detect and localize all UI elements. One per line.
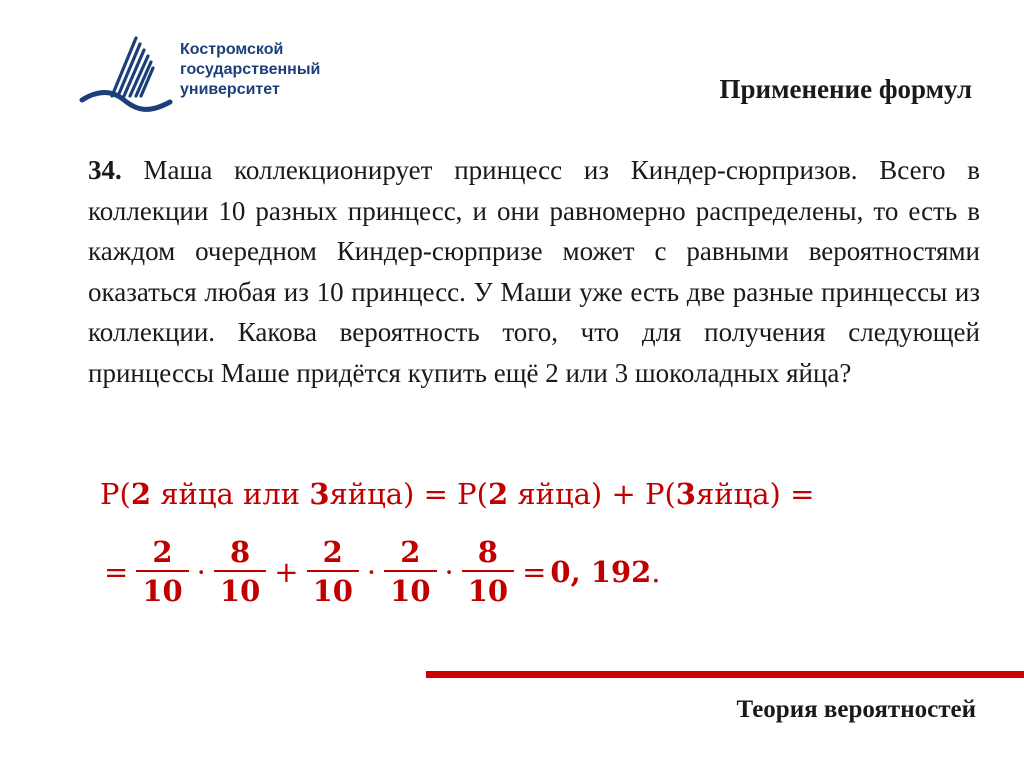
equals-sign: = (104, 555, 129, 589)
university-name-line: университет (180, 81, 280, 98)
numerator: 2 (400, 535, 421, 569)
numerator: 2 (152, 535, 173, 569)
fraction (214, 534, 266, 610)
university-name-line: Костромской (180, 41, 284, 58)
multiply-dot: · (196, 555, 206, 589)
denominator: 10 (136, 570, 188, 610)
denominator: 10 (384, 570, 436, 610)
numerator: 8 (229, 535, 251, 569)
fraction (307, 534, 359, 610)
multiply-dot: · (366, 555, 377, 589)
university-logo (78, 30, 378, 120)
formula-text: яйца) = (695, 477, 815, 511)
denominator: 10 (462, 570, 514, 610)
accent-divider (426, 671, 1024, 678)
denominator: 10 (307, 570, 359, 610)
slide-footer: Теория вероятностей (736, 696, 976, 723)
university-emblem-icon (78, 30, 178, 120)
university-name-line: государственный (180, 61, 321, 78)
formula-number: 2 (487, 477, 509, 511)
denominator: 10 (214, 570, 266, 610)
problem-text: Маша коллекционирует принцесс из Киндер-сюрпризов. Всего в коллекции 10 разных принцесс, и они равномерно распределены, то есть в каждом очередном Киндер-сюрпризе может с равными вероятностями оказаться любая из 10 принцесс. У Маши уже есть две разные принцессы из коллекции. Какова вероятность того, что для получения следующей принцессы Маше придётся купить ещё 2 или 3 шоколадных яйца? (88, 155, 981, 388)
fraction (462, 534, 514, 610)
university-name (180, 40, 320, 100)
formula-number: 2 (130, 477, 152, 511)
formula-line-1 (100, 477, 814, 511)
formula-result: 0, 192 (550, 555, 652, 589)
fraction (384, 534, 436, 610)
formula-text: P( (100, 477, 131, 511)
plus-sign: + (274, 555, 299, 589)
fraction (136, 534, 188, 610)
formula-number: 3 (675, 477, 696, 511)
problem-statement (88, 150, 980, 393)
formula-number: 3 (309, 477, 330, 511)
problem-number: 34. (88, 155, 122, 185)
numerator: 8 (477, 535, 498, 569)
numerator: 2 (322, 535, 343, 569)
slide-title: Применение формул (719, 74, 972, 104)
formula-text: яйца или (151, 477, 310, 511)
formula-period: . (651, 555, 661, 589)
equals-sign: = (522, 555, 547, 589)
formula-line-2 (100, 527, 661, 617)
multiply-dot: · (444, 555, 454, 589)
formula-text: яйца) = P( (329, 477, 488, 511)
formula-text: яйца) + P( (508, 477, 676, 511)
